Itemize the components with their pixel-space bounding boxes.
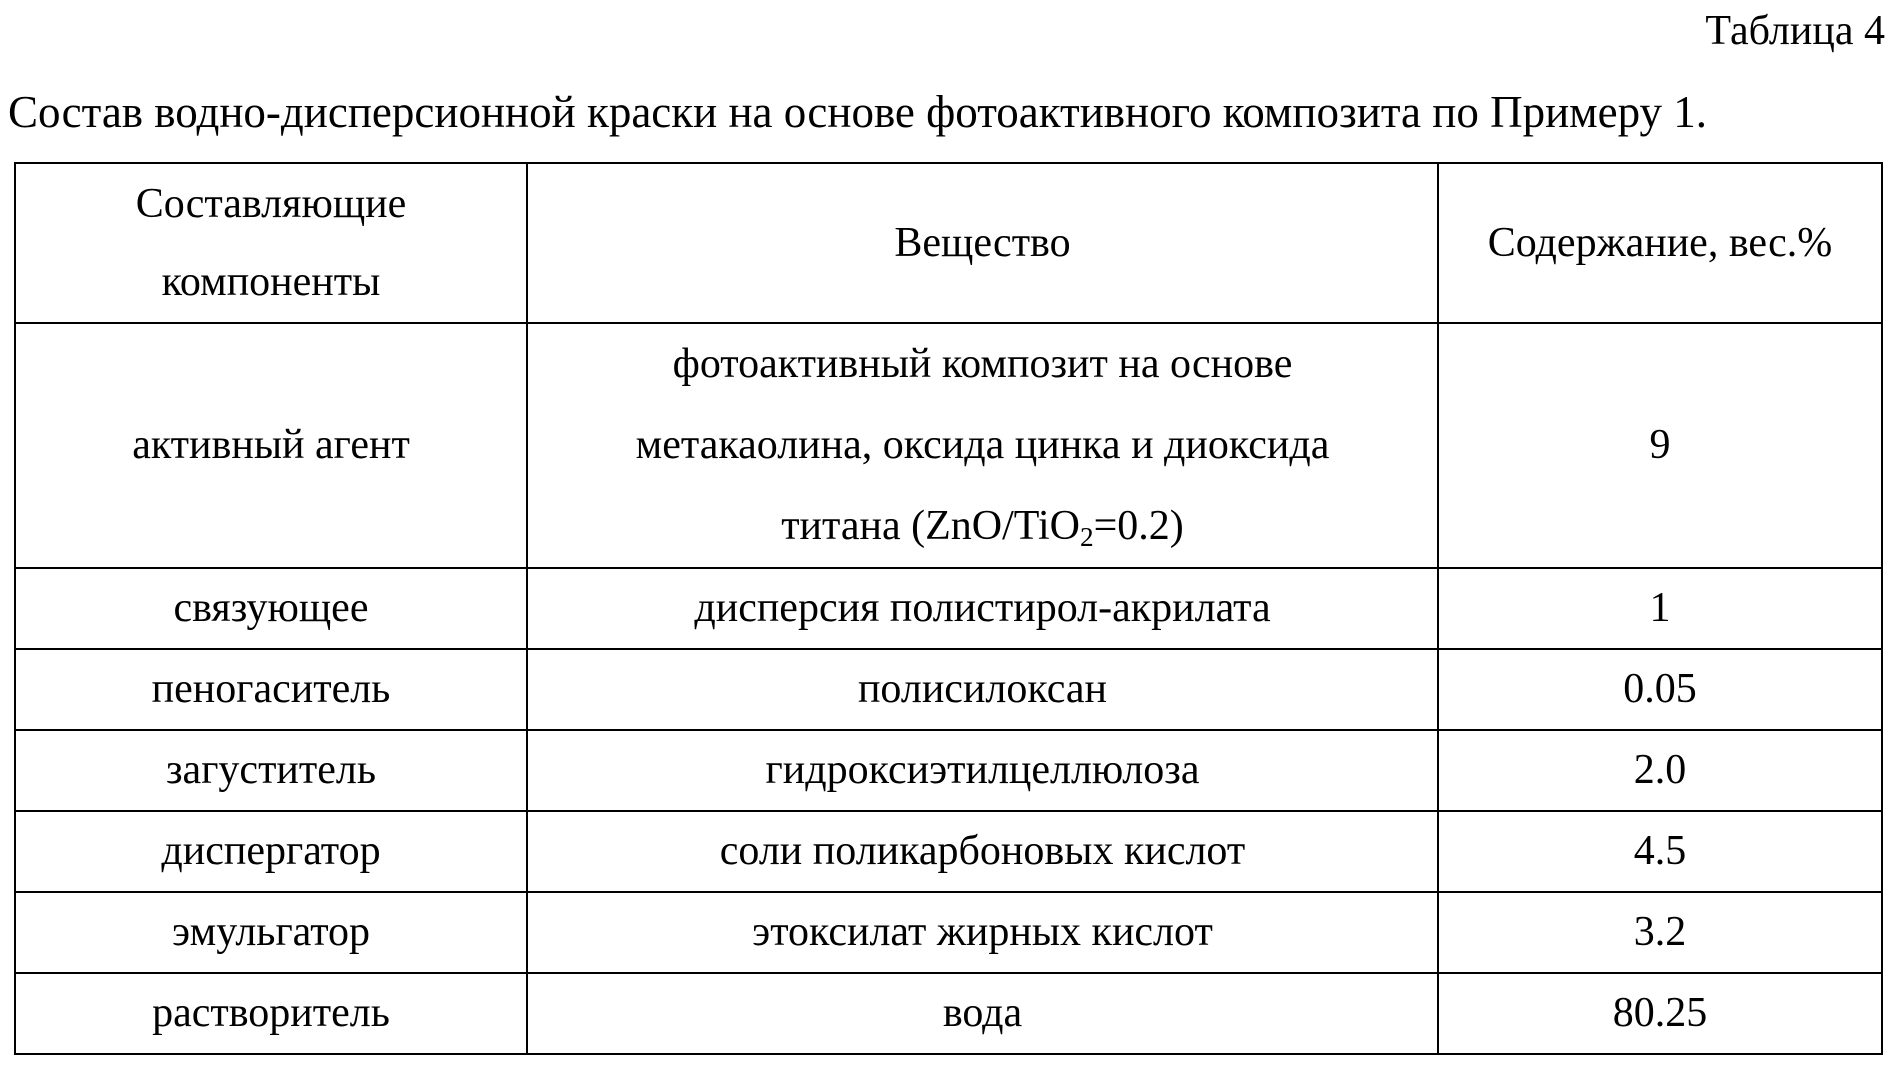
component-cell: эмульгатор <box>15 892 527 973</box>
substance-cell: соли поликарбоновых кислот <box>527 811 1438 892</box>
composition-table <box>14 162 1883 1055</box>
component-cell: загуститель <box>15 730 527 811</box>
component-cell: растворитель <box>15 973 527 1054</box>
header-components-text: Составляющие компоненты <box>135 181 407 305</box>
content-cell: 9 <box>1438 323 1882 568</box>
substance-text <box>573 324 1393 567</box>
component-cell: связующее <box>15 568 527 649</box>
table-row <box>15 811 1882 892</box>
table-row <box>15 323 1882 568</box>
table-row <box>15 649 1882 730</box>
substance-cell: вода <box>527 973 1438 1054</box>
table-row <box>15 892 1882 973</box>
substance-tail-text: =0.2) <box>1093 503 1184 549</box>
header-substance: Вещество <box>527 163 1438 323</box>
component-cell: активный агент <box>15 323 527 568</box>
subscript-text: 2 <box>1079 521 1094 552</box>
table-row <box>15 730 1882 811</box>
component-cell: пеногаситель <box>15 649 527 730</box>
substance-cell <box>527 323 1438 568</box>
table-caption: Состав водно-дисперсионной краски на основе фотоактивного композита по Примеру 1. <box>8 87 1708 137</box>
substance-cell: гидроксиэтилцеллюлоза <box>527 730 1438 811</box>
table-row <box>15 973 1882 1054</box>
substance-main-text: фотоактивный композит на основе метакаолина, оксида цинка и диоксида титана (ZnO/TiO <box>635 341 1330 549</box>
component-cell: диспергатор <box>15 811 527 892</box>
content-cell: 3.2 <box>1438 892 1882 973</box>
content-cell: 2.0 <box>1438 730 1882 811</box>
content-cell: 4.5 <box>1438 811 1882 892</box>
header-content: Содержание, вес.% <box>1438 163 1882 323</box>
substance-cell: дисперсия полистирол-акрилата <box>527 568 1438 649</box>
header-row <box>15 163 1882 323</box>
substance-cell: полисилоксан <box>527 649 1438 730</box>
content-cell: 0.05 <box>1438 649 1882 730</box>
table-label: Таблица 4 <box>1705 8 1885 54</box>
table-row <box>15 568 1882 649</box>
header-components <box>15 163 527 323</box>
content-cell: 1 <box>1438 568 1882 649</box>
substance-cell: этоксилат жирных кислот <box>527 892 1438 973</box>
content-cell: 80.25 <box>1438 973 1882 1054</box>
